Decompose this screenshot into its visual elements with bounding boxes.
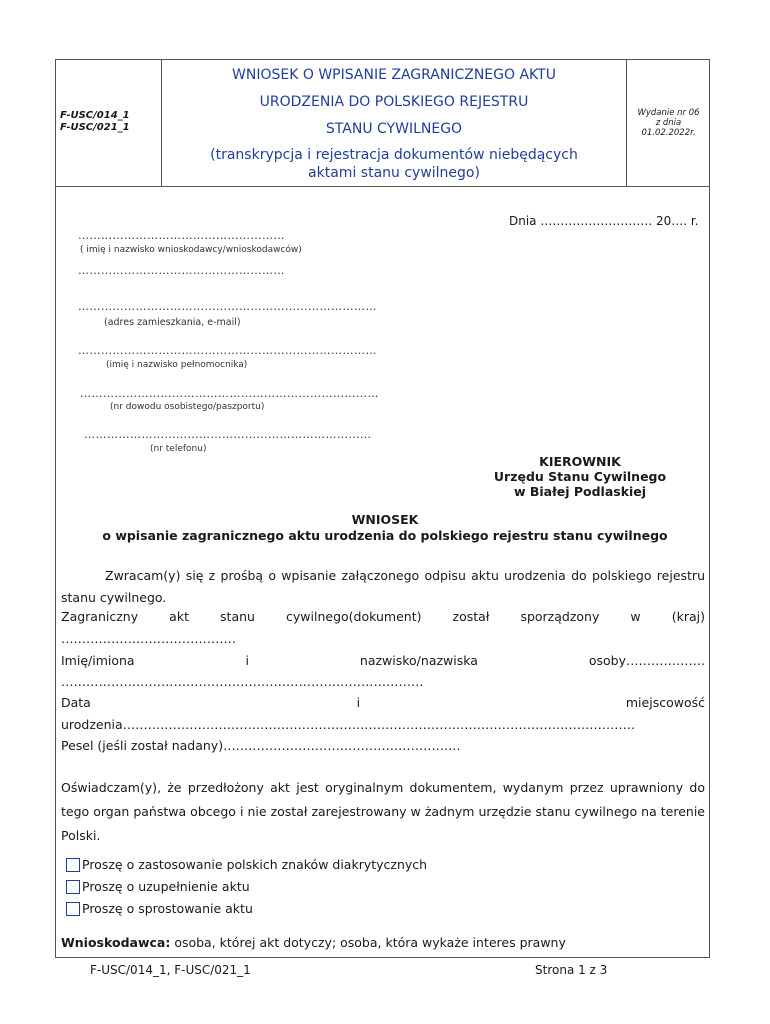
form-title-line: URODZENIA DO POLSKIEGO REJESTRU — [259, 94, 529, 110]
country-word: cywilnego(dokument) — [286, 609, 422, 624]
form-title-line: aktami stanu cywilnego) — [308, 165, 480, 181]
phone-field[interactable]: ………………………………………………………………… — [84, 428, 372, 441]
header-edition-cell — [626, 60, 710, 186]
request-paragraph: Zwracam(y) się z prośbą o wpisanie załączonego odpisu aktu urodzenia do polskiego rejestru stanu cywilnego. — [61, 568, 705, 605]
applicant-definition-label: Wnioskodawca: — [61, 935, 171, 950]
footer-codes: F-USC/014_1, F-USC/021_1 — [90, 963, 251, 977]
person-name-word: nazwisko/nazwiska — [359, 653, 478, 668]
form-code: F-USC/014_1 — [60, 110, 130, 121]
edition-date-label: z dnia — [655, 118, 682, 128]
country-word: sporządzony — [520, 609, 600, 624]
addressee-line: w Białej Podlaskiej — [513, 484, 647, 499]
birth-date-row — [61, 692, 705, 713]
pesel-field[interactable]: Pesel (jeśli został nadany)………………………………………………… — [61, 738, 461, 753]
addressee-line: KIEROWNIK — [539, 454, 621, 469]
addressee-block — [480, 454, 680, 499]
addressee-line: Urzędu Stanu Cywilnego — [493, 469, 667, 484]
checkbox-row-diacritics[interactable] — [66, 854, 427, 875]
edition-date: 01.02.2022r. — [641, 128, 696, 138]
header-code-cell — [56, 60, 162, 186]
person-name-word: Imię/imiona — [61, 653, 135, 668]
id-document-label: (nr dowodu osobistego/paszportu) — [110, 402, 265, 412]
phone-label: (nr telefonu) — [150, 444, 207, 454]
person-name-word: i — [245, 653, 249, 668]
checkbox-label: Proszę o sprostowanie aktu — [82, 901, 253, 916]
checkbox-row-supplement[interactable] — [66, 876, 250, 897]
birth-date-word: Data — [61, 695, 91, 710]
date-line[interactable]: Dnia ………………………. 20…. r. — [509, 214, 699, 228]
applicant-name-label: ( imię i nazwisko wnioskodawcy/wnioskodawców) — [80, 245, 302, 255]
form-title-line: STANU CYWILNEGO — [325, 121, 463, 137]
checkbox[interactable] — [66, 858, 80, 872]
birth-place-field[interactable]: urodzenia…………………………………………………………………………………………………………… — [61, 717, 636, 732]
country-word: stanu — [220, 609, 255, 624]
birth-date-word: i — [356, 695, 361, 710]
applicant-definition — [61, 932, 566, 953]
person-name-row — [61, 650, 705, 671]
country-word: akt — [169, 609, 189, 624]
country-row — [61, 606, 705, 627]
request-title: WNIOSEK — [351, 512, 419, 527]
form-code: F-USC/021_1 — [60, 122, 130, 133]
applicant-name-field[interactable]: ……………………………………………… — [78, 229, 285, 242]
proxy-field[interactable]: …………………………………………………………………… — [78, 344, 377, 357]
checkbox[interactable] — [66, 902, 80, 916]
proxy-label: (imię i nazwisko pełnomocnika) — [106, 360, 248, 370]
birth-date-word: miejscowość — [625, 695, 705, 710]
id-document-field[interactable]: …………………………………………………………………… — [80, 387, 379, 400]
country-word: Zagraniczny — [61, 609, 139, 624]
country-field[interactable]: …………………………………… — [61, 631, 236, 646]
applicant-definition-text: osoba, której akt dotyczy; osoba, która wykaże interes prawny — [170, 935, 566, 950]
applicant-name-field-2[interactable]: ……………………………………………… — [78, 264, 285, 277]
person-name-word[interactable]: osoby………………. — [588, 653, 705, 668]
country-word: w — [630, 609, 641, 624]
country-word: (kraj) — [671, 609, 705, 624]
page-number: Strona 1 z 3 — [535, 963, 608, 977]
country-word: został — [452, 609, 490, 624]
form-header — [56, 60, 709, 187]
request-subtitle: o wpisanie zagranicznego aktu urodzenia do polskiego rejestru stanu cywilnego — [102, 528, 668, 543]
form-title-line: (transkrypcja i rejestracja dokumentów niebędących — [210, 147, 578, 163]
address-label: (adres zamieszkania, e-mail) — [104, 317, 241, 328]
checkbox-row-rectification[interactable] — [66, 898, 253, 919]
checkbox-label: Proszę o zastosowanie polskich znaków diakrytycznych — [82, 857, 428, 872]
edition-number: Wydanie nr 06 — [637, 108, 700, 118]
checkbox[interactable] — [66, 880, 80, 894]
form-title-line: WNIOSEK O WPISANIE ZAGRANICZNEGO AKTU — [232, 67, 556, 83]
person-name-field[interactable]: …………………………………………………………………………… — [61, 674, 424, 689]
declaration-paragraph: Oświadczam(y), że przedłożony akt jest oryginalnym dokumentem, wydanym przez uprawniony do tego organ państwa obcego i nie został zarejestrowany w żadnym urzędzie stanu cywilnego na terenie Polski. — [61, 780, 705, 843]
form-title-subtitle — [162, 146, 626, 182]
edition-info — [627, 108, 710, 138]
form-codes — [60, 110, 130, 134]
checkbox-label: Proszę o uzupełnienie aktu — [82, 879, 250, 894]
address-field[interactable]: …………………………………………………………………… — [78, 300, 377, 313]
